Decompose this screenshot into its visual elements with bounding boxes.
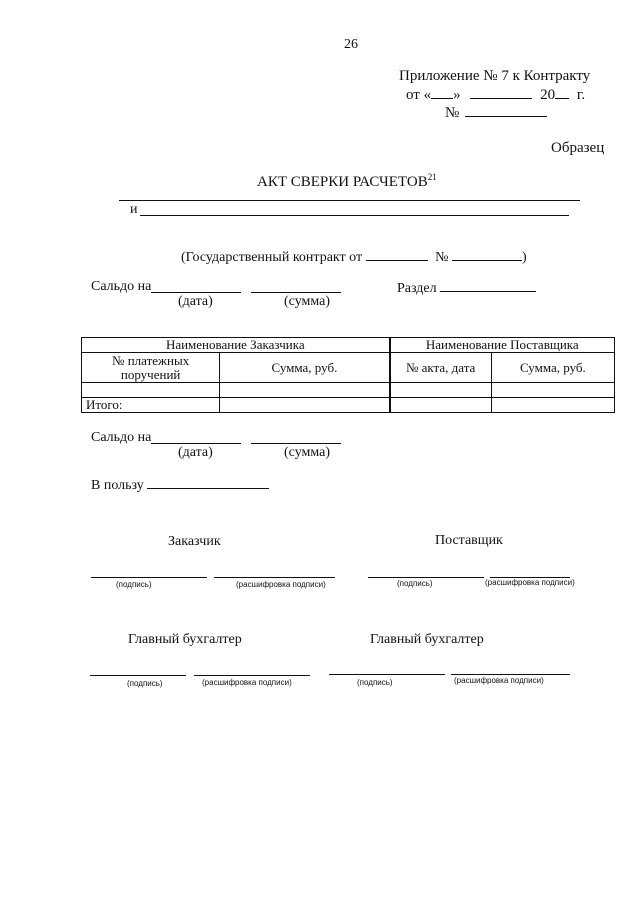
contract-number-sign: № (435, 250, 449, 265)
title-text: АКТ СВЕРКИ РАСЧЕТОВ (257, 174, 428, 190)
chief-right-decode-line (451, 674, 570, 675)
chief-accountant-left: Главный бухгалтер (128, 632, 242, 647)
and-label: и (130, 202, 138, 217)
page-number: 26 (344, 37, 358, 52)
supplier-signature-caption: (подпись) (397, 579, 433, 588)
chief-left-signature-line (90, 675, 186, 676)
date-prefix: от « (406, 87, 432, 103)
table-cell (390, 383, 491, 398)
reconciliation-table (81, 337, 615, 413)
saldo-top-label: Сальдо на (91, 279, 152, 294)
contract-line (181, 248, 527, 266)
chief-left-signature-caption: (подпись) (127, 679, 163, 688)
supplier-label: Поставщик (435, 533, 503, 548)
table-cell (491, 383, 614, 398)
in-favor-line (91, 476, 269, 494)
col-sum-customer: Сумма, руб. (220, 353, 389, 383)
total-supplier-sum (491, 398, 614, 413)
supplier-header: Наименование Поставщика (390, 338, 614, 353)
chief-right-decode-caption: (расшифровка подписи) (454, 676, 544, 685)
year-suffix: г. (576, 87, 586, 103)
saldo-bottom-label: Сальдо на (91, 430, 152, 445)
section-text: Раздел (397, 281, 437, 296)
customer-label: Заказчик (168, 534, 221, 549)
contract-date-blank (366, 248, 428, 261)
table-cell (220, 383, 389, 398)
customer-decode-caption: (расшифровка подписи) (236, 580, 326, 589)
section-label (397, 279, 536, 297)
supplier-decode-caption: (расшифровка подписи) (485, 578, 575, 587)
saldo-top-date-caption: (дата) (178, 294, 213, 309)
customer-signature-line (91, 577, 207, 578)
number-blank (465, 104, 547, 117)
saldo-bottom-date-line (151, 443, 241, 444)
total-customer-sum (220, 398, 389, 413)
saldo-bottom-sum-line (251, 443, 341, 444)
number-sign: № (445, 105, 460, 121)
saldo-bottom-date-caption: (дата) (178, 445, 213, 460)
customer-decode-line (214, 577, 335, 578)
month-blank (470, 86, 532, 99)
party-line-2 (140, 215, 569, 216)
date-mid: » (453, 87, 461, 103)
document-title (257, 172, 437, 191)
day-blank (431, 86, 453, 99)
saldo-bottom-sum-caption: (сумма) (284, 445, 331, 460)
appendix-number-line (445, 104, 547, 122)
sample-label: Образец (551, 140, 605, 156)
customer-header: Наименование Заказчика (82, 338, 390, 353)
chief-right-signature-caption: (подпись) (357, 678, 393, 687)
chief-right-signature-line (329, 674, 445, 675)
title-footnote: 21 (427, 172, 437, 182)
total-act (390, 398, 491, 413)
appendix-title: Приложение № 7 к Контракту (399, 68, 591, 84)
section-blank (440, 279, 536, 292)
year-blank (555, 86, 569, 99)
contract-number-blank (452, 248, 522, 261)
total-label: Итого: (82, 398, 220, 413)
saldo-top-sum-caption: (сумма) (284, 294, 331, 309)
table-cell (82, 383, 220, 398)
appendix-date-line (406, 86, 585, 104)
col-act-date: № акта, дата (390, 353, 491, 383)
col-sum-supplier: Сумма, руб. (491, 353, 614, 383)
chief-left-decode-line (194, 675, 310, 676)
col-payment-orders: № платежных поручений (82, 353, 220, 383)
chief-accountant-right: Главный бухгалтер (370, 632, 484, 647)
saldo-top-date-line (151, 292, 241, 293)
contract-suffix: ) (521, 250, 527, 265)
saldo-top-sum-line (251, 292, 341, 293)
year-prefix: 20 (540, 87, 556, 103)
customer-signature-caption: (подпись) (116, 580, 152, 589)
supplier-signature-line (368, 577, 484, 578)
party-line-1 (119, 200, 580, 201)
in-favor-label: В пользу (91, 478, 144, 493)
contract-prefix: (Государственный контракт от (181, 250, 363, 265)
chief-left-decode-caption: (расшифровка подписи) (202, 678, 292, 687)
in-favor-blank (147, 476, 269, 489)
